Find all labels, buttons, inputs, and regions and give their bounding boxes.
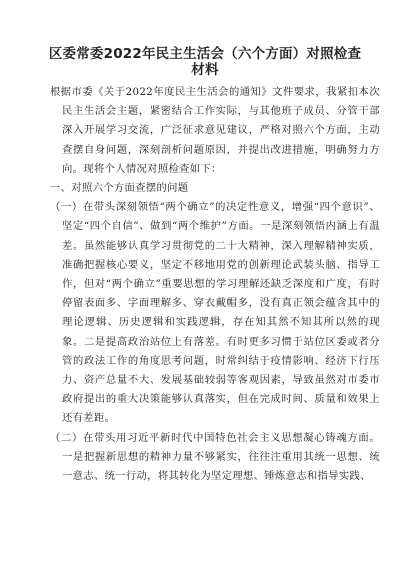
document-title: 区委常委2022年民主生活会（六个方面）对照检查材料	[48, 46, 362, 78]
body-paragraph-1: （一）在带头深刻领悟“两个确立”的决定性意义，增强“四个意识”、坚定“四个自信”、做到“两个维护”方面。一是深刻领悟内涵上有温差。虽然能够认真学习贯彻党的二十大精神，深入理解精神实质，准确把握核心要义，坚定不移地用党的创新理论武装头脑、指导工作，但对“两个确立”重要思想的学习理解还缺乏深度和广度，有时停留表面多、字面理解多、穿衣戴帽多，没有真正领会蕴含其中的理论逻辑、历史逻辑和实践逻辑，存在知其然不知其所以然的现象。二是提高政治站位上有落差。有时更多习惯于站位区委或者分管的政法工作的角度思考问题，时常纠结于疫情影响、经济下行压力、资产总量不大、发展基础较弱等客观因素，导致虽然对市委市政府提出的重大决策能够认真落实，但在完成时间、质量和效果上还有差距。	[50, 201, 380, 425]
section-heading: 一、对照六个方面查摆的问题	[50, 182, 189, 195]
body-paragraph-2: （二）在带头用习近平新时代中国特色社会主义思想凝心铸魂方面。一是把握新思想的精神力量不够紧实，往往注重用其统一思想、统一意志、统一行动，将其转化为坚定理想、锤炼意志和指导实践、	[50, 431, 380, 483]
intro-paragraph: 根据市委《关于2022年度民主生活会的通知》文件要求，我紧扣本次民主生活会主题，紧密结合工作实际，与其他班子成员、分管干部深入开展学习交流，广泛征求意见建议，严格对照六个方面，主动查摆自身问题，深刻剖析问题原因，并提出改进措施，明确努力方向。现将个人情况对照检查如下：	[50, 86, 380, 175]
